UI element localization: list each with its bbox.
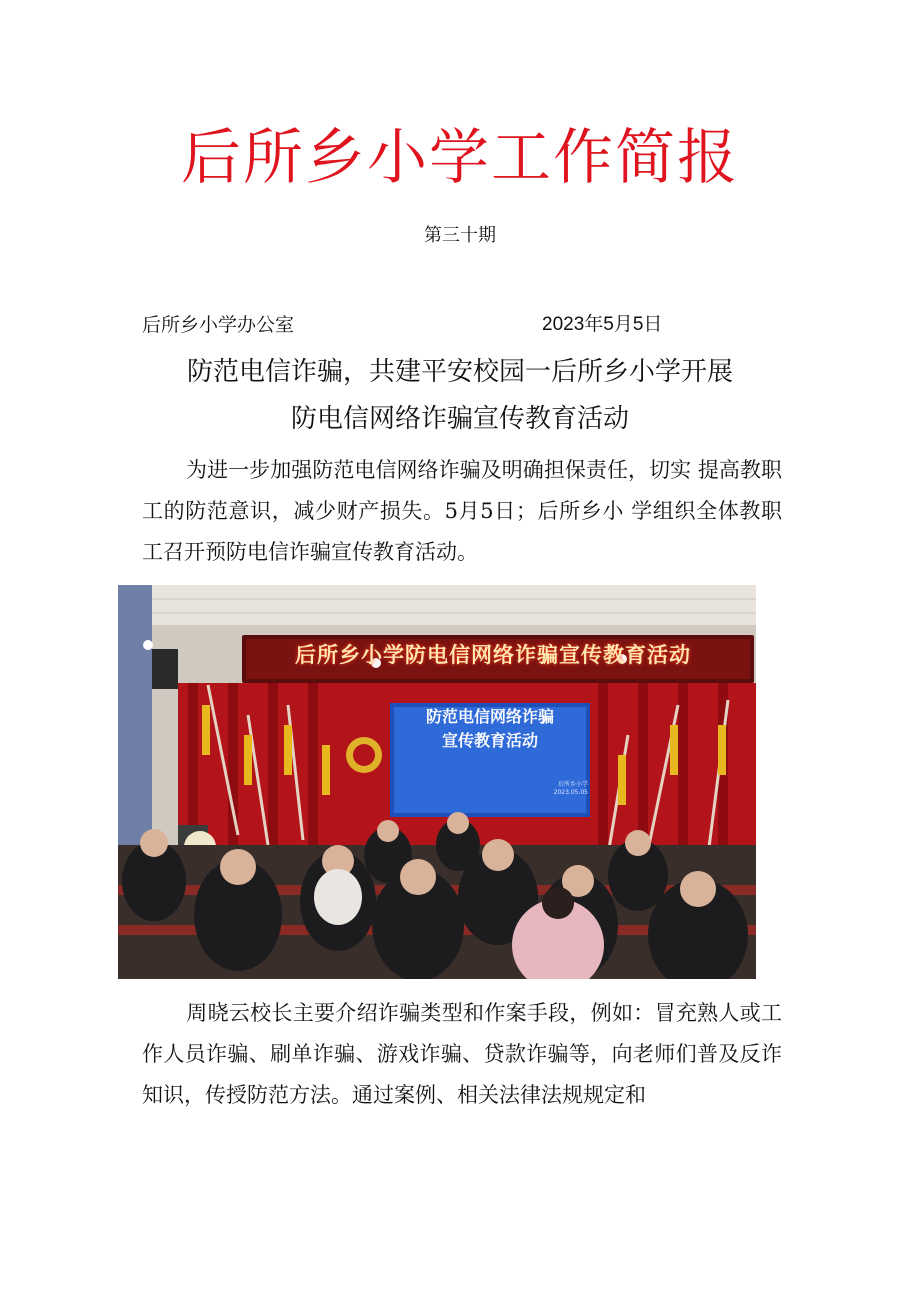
article-headline-line2: 防电信网络诈骗宣传教育活动 [290, 404, 629, 434]
photo-screen-line1: 防范电信网络诈骗 [425, 707, 554, 726]
paragraph-content-text: 周晓云校长主要介绍诈骗类型和作案手段，例如：冒充熟人或工作人员诈骗、刷单诈骗、游戏诈骗、贷款诈骗等，向老师们普及反诈知识，传授防范方法。通过案例、相关法律法规规定和 [142, 1001, 782, 1107]
article-headline-line1: 防范电信诈骗，共建平安校园一后所乡小学开展 [186, 357, 733, 387]
photo-screen-sign: 后所乡小学 [557, 781, 588, 788]
photo-screen-line2: 宣传教育活动 [441, 731, 538, 750]
issue-number: 第三十期 [424, 225, 496, 246]
paragraph-content [142, 993, 782, 1116]
paragraph-intro-text: 为进一步加强防范电信网络诈骗及明确担保责任，切实 提高教职工的防范意识，减少财产损失。5月5日；后所乡小 学组织全体教职工召开预防电信诈骗宣传教育活动。 [142, 458, 782, 564]
photo-screen-text [390, 705, 590, 753]
paragraph-intro [142, 450, 782, 573]
photo-banner-text: 后所乡小学防电信网络诈骗宣传教育活动 [295, 643, 691, 667]
photo-screen-date: 2023.05.05 [553, 789, 588, 796]
event-photo [118, 585, 756, 979]
issuing-office: 后所乡小学办公室 [142, 314, 295, 336]
issue-date: 2023年5月5日 [542, 314, 663, 335]
newsletter-title: 后所乡小学工作简报 [181, 123, 739, 193]
photo-screen-signature [528, 781, 588, 797]
